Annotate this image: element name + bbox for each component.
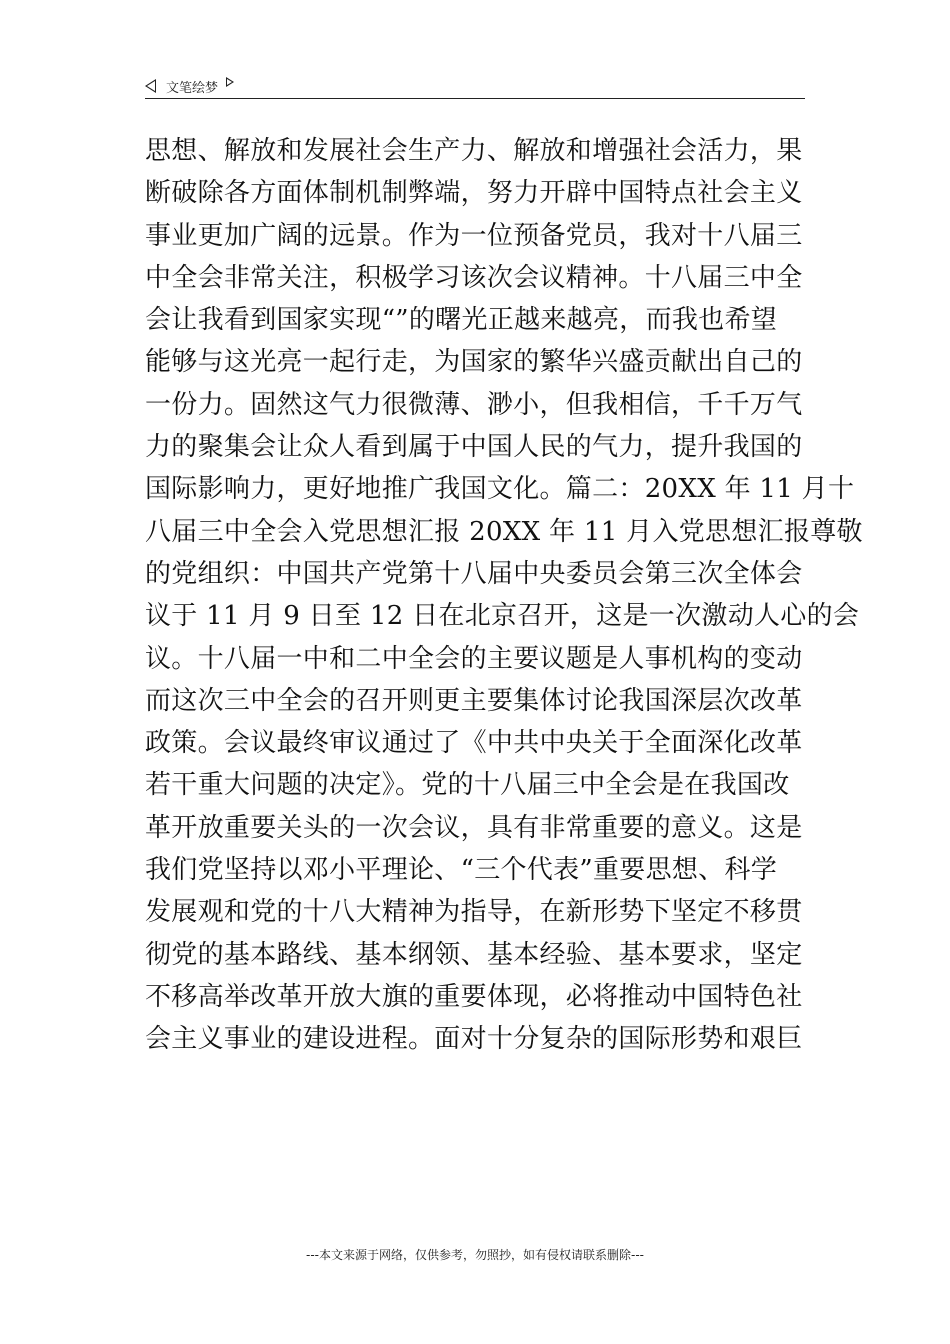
body-line: 国际影响力，更好地推广我国文化。篇二：20XX 年 11 月十: [145, 474, 855, 505]
body-line: 会主义事业的建设进程。面对十分复杂的国际形势和艰巨: [145, 1024, 803, 1055]
body-line: 会让我看到国家实现“”的曙光正越来越亮，而我也希望: [145, 305, 778, 336]
body-line: 事业更加广阔的远景。作为一位预备党员，我对十八届三: [145, 220, 803, 251]
body-line: 我们党坚持以邓小平理论、“三个代表”重要思想、科学: [145, 855, 778, 886]
body-line: 若干重大问题的决定》。党的十八届三中全会是在我国改: [145, 770, 790, 801]
body-line: 力的聚集会让众人看到属于中国人民的气力，提升我国的: [145, 432, 803, 463]
page-header: [145, 74, 805, 99]
header-brand: 文笔绘梦: [166, 80, 219, 96]
body-line: 断破除各方面体制机制弊端，努力开辟中国特点社会主义: [145, 178, 803, 209]
body-line: 而这次三中全会的召开则更主要集体讨论我国深层次改革: [145, 685, 803, 716]
body-line: 中全会非常关注，积极学习该次会议精神。十八届三中全: [145, 262, 803, 293]
document-body: [145, 130, 863, 1061]
body-line: 议。十八届一中和二中全会的主要议题是人事机构的变动: [145, 643, 803, 674]
body-line: 一份力。固然这气力很微薄、渺小，但我相信，千千万气: [145, 389, 803, 420]
body-line: 不移高举改革开放大旗的重要体现，必将推动中国特色社: [145, 981, 803, 1012]
body-line: 发展观和党的十八大精神为指导，在新形势下坚定不移贯: [145, 897, 803, 928]
body-line: 彻党的基本路线、基本纲领、基本经验、基本要求，坚定: [145, 939, 803, 970]
body-line: 八届三中全会入党思想汇报 20XX 年 11 月入党思想汇报尊敬: [145, 516, 863, 547]
triangle-right-icon: [226, 77, 234, 87]
body-line: 思想、解放和发展社会生产力、解放和增强社会活力，果: [145, 136, 803, 166]
triangle-left-icon: [145, 79, 156, 93]
body-line: 的党组织：中国共产党第十八届中央委员会第三次全体会: [145, 558, 803, 589]
body-line: 政策。会议最终审议通过了《中共中央关于全面深化改革: [145, 728, 803, 759]
page-footer: ---本文来源于网络，仅供参考，勿照抄，如有侵权请联系删除---: [306, 1248, 644, 1262]
body-line: 议于 11 月 9 日至 12 日在北京召开，这是一次激动人心的会: [145, 601, 860, 632]
body-line: 革开放重要关头的一次会议，具有非常重要的意义。这是: [145, 812, 803, 843]
body-line: 能够与这光亮一起行走，为国家的繁华兴盛贡献出自己的: [145, 347, 803, 378]
